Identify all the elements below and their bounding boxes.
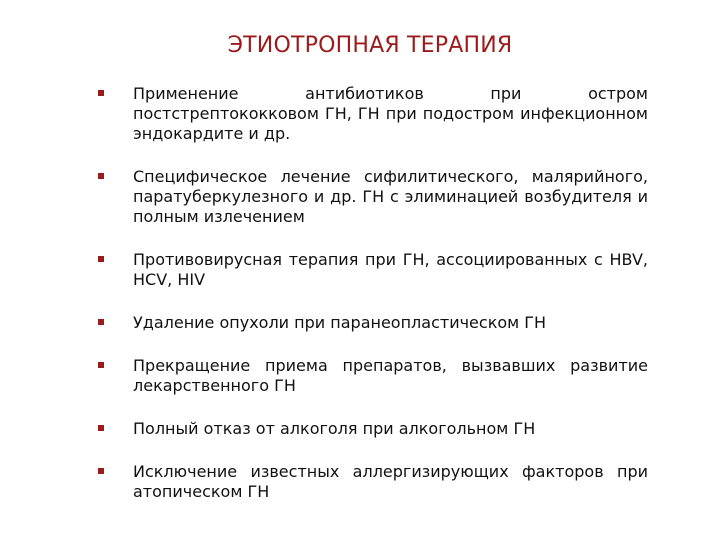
square-bullet-icon xyxy=(98,90,104,96)
list-item-text: Прекращение приема препаратов, вызвавших развитие лекарственного ГН xyxy=(133,356,648,395)
square-bullet-icon xyxy=(98,319,104,325)
bullet-list xyxy=(96,84,648,525)
list-item xyxy=(96,419,648,439)
square-bullet-icon xyxy=(98,173,104,179)
square-bullet-icon xyxy=(98,362,104,368)
slide-title: ЭТИОТРОПНАЯ ТЕРАПИЯ xyxy=(227,33,513,58)
list-item xyxy=(96,250,648,290)
square-bullet-icon xyxy=(98,468,104,474)
list-item-text: Противовирусная терапия при ГН, ассоциированных с HBV, HCV, HIV xyxy=(133,250,648,289)
list-item-text: Удаление опухоли при паранеопластическом ГН xyxy=(133,313,547,332)
square-bullet-icon xyxy=(98,425,104,431)
list-item xyxy=(96,84,648,144)
list-item xyxy=(96,167,648,227)
list-item-text: Специфическое лечение сифилитического, малярийного, паратуберкулезного и др. ГН с элиминацией возбудителя и полным излечением xyxy=(133,167,648,226)
list-item xyxy=(96,462,648,502)
list-item-text: Полный отказ от алкоголя при алкогольном ГН xyxy=(133,419,536,438)
square-bullet-icon xyxy=(98,256,104,262)
list-item-text: Применение антибиотиков при остром постстрептококковом ГН, ГН при подостром инфекционном эндокардите и др. xyxy=(133,84,648,143)
list-item xyxy=(96,313,648,333)
list-item xyxy=(96,356,648,396)
list-item-text: Исключение известных аллергизирующих факторов при атопическом ГН xyxy=(133,462,648,501)
